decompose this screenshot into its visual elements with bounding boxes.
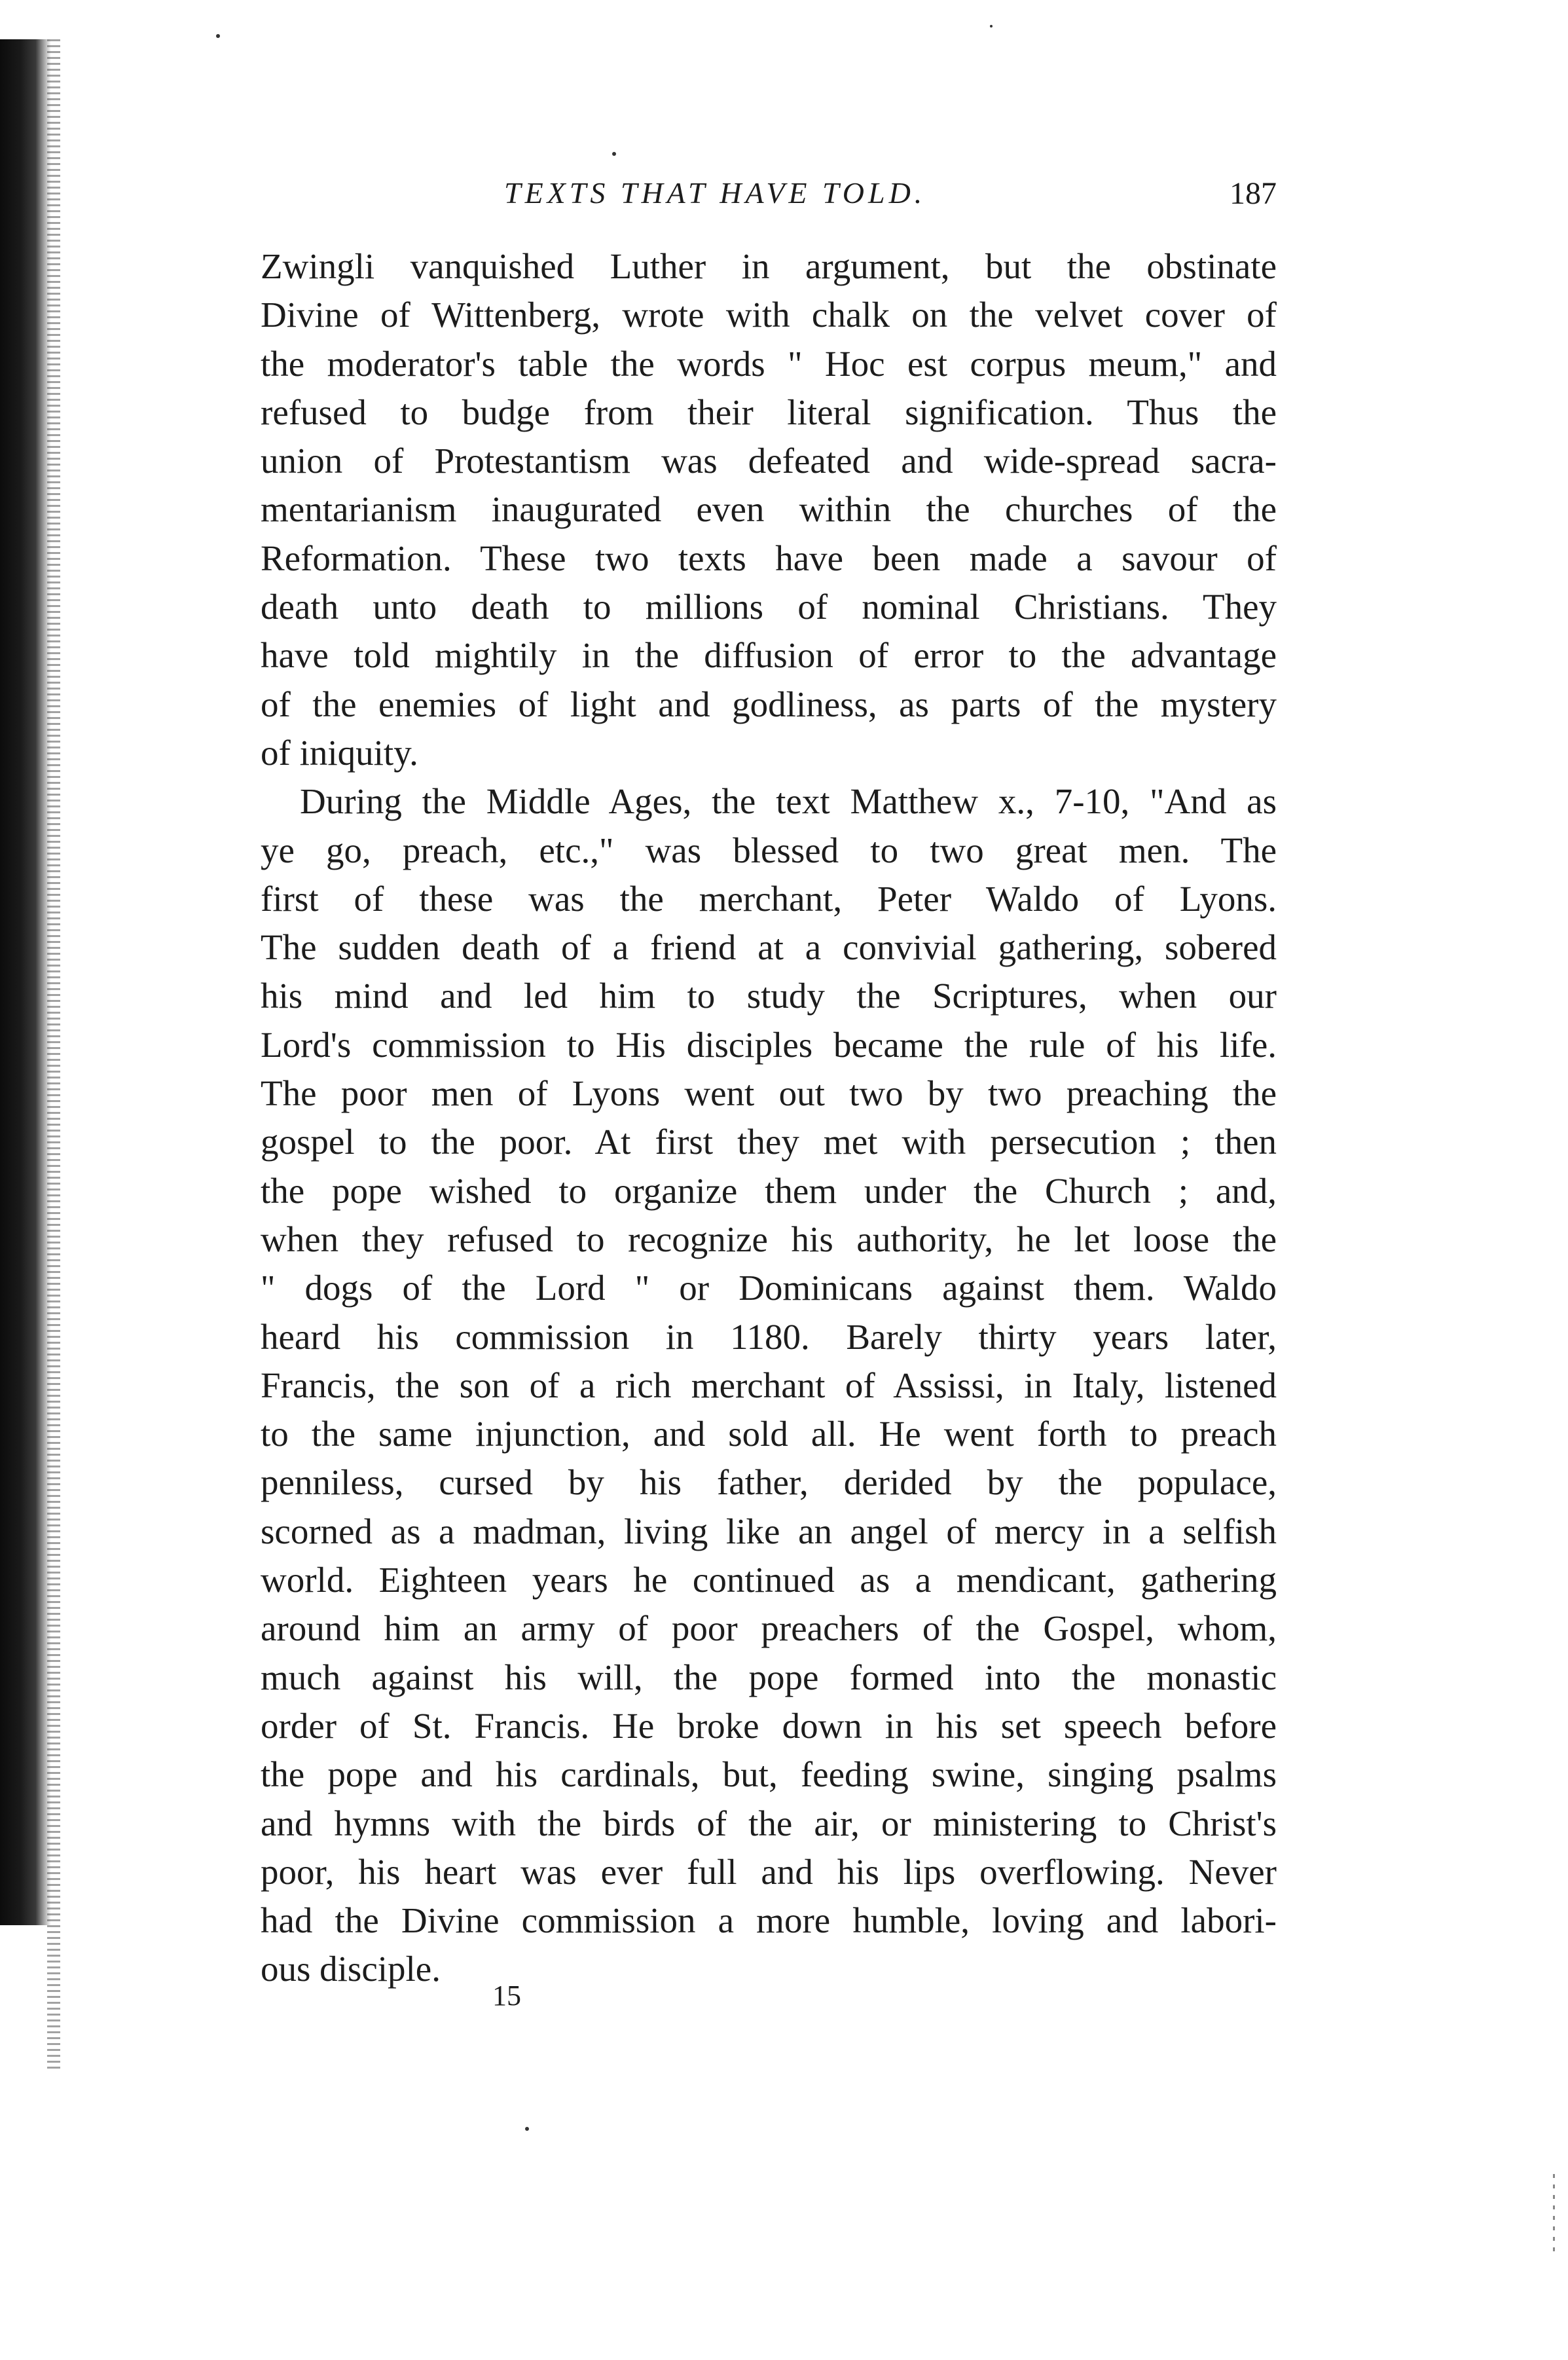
text-line: Reformation. These two texts have been made a savour of [261, 538, 1277, 578]
text-line: Zwingli vanquished Luther in argument, but the obstinate [261, 246, 1277, 286]
text-line: of iniquity. [261, 732, 418, 773]
text-line: the pope and his cardinals, but, feeding swine, singing psalms [261, 1754, 1277, 1795]
page-binding-edge [0, 39, 51, 1925]
text-line: During the Middle Ages, the text Matthew x., 7-10, "And as [300, 781, 1277, 822]
text-line: his mind and led him to study the Scriptures, when our [261, 976, 1277, 1016]
text-line: The sudden death of a friend at a convivial gathering, sobered [261, 927, 1277, 968]
text-line: scorned as a madman, living like an angel of mercy in a selfish [261, 1511, 1277, 1551]
text-line: poor, his heart was ever full and his lips overflowing. Never [261, 1851, 1277, 1892]
text-line: world. Eighteen years he continued as a mendicant, gathering [261, 1560, 1277, 1600]
paragraph [261, 777, 1277, 1993]
signature-mark: 15 [492, 1980, 521, 2012]
text-line: around him an army of poor preachers of the Gospel, whom, [261, 1608, 1277, 1649]
text-line: the moderator's table the words " Hoc est corpus meum," and [261, 343, 1277, 384]
text-line: order of St. Francis. He broke down in his set speech before [261, 1705, 1277, 1746]
text-line: the pope wished to organize them under the Church ; and, [261, 1170, 1277, 1211]
text-line: first of these was the merchant, Peter Waldo of Lyons. [261, 878, 1277, 919]
text-line: had the Divine commission a more humble, loving and labori- [261, 1900, 1277, 1941]
text-line: of the enemies of light and godliness, as parts of the mystery [261, 684, 1277, 724]
body-text [261, 242, 1277, 1994]
binding-shadow [47, 39, 60, 2069]
page-number: 187 [1230, 176, 1277, 211]
text-line: gospel to the poor. At first they met with persecution ; then [261, 1122, 1277, 1162]
text-line: much against his will, the pope formed into the monastic [261, 1657, 1277, 1697]
speck [990, 25, 993, 28]
text-line: mentarianism inaugurated even within the churches of the [261, 489, 1277, 530]
speck [216, 34, 220, 38]
text-line: have told mightily in the diffusion of error to the advantage [261, 635, 1277, 676]
text-line: union of Protestantism was defeated and wide-spread sacra- [261, 441, 1277, 481]
text-line: ous disciple. [261, 1949, 441, 1989]
text-line: Divine of Wittenberg, wrote with chalk on the velvet cover of [261, 295, 1277, 335]
speck [525, 2127, 529, 2131]
text-line: when they refused to recognize his authority, he let loose the [261, 1219, 1277, 1259]
scan-edge-marks [1553, 2174, 1555, 2253]
text-line: ye go, preach, etc.," was blessed to two great men. The [261, 830, 1277, 870]
text-line: Francis, the son of a rich merchant of Assissi, in Italy, listened [261, 1365, 1277, 1405]
speck [612, 152, 616, 156]
text-line: Lord's commission to His disciples became the rule of his life. [261, 1024, 1277, 1065]
running-title: TEXTS THAT HAVE TOLD. [504, 176, 926, 210]
text-line: heard his commission in 1180. Barely thirty years later, [261, 1316, 1277, 1357]
paragraph [261, 242, 1277, 777]
text-line: penniless, cursed by his father, derided by the populace, [261, 1462, 1277, 1503]
text-line: The poor men of Lyons went out two by two preaching the [261, 1073, 1277, 1114]
text-line: " dogs of the Lord " or Dominicans against them. Waldo [261, 1268, 1277, 1308]
text-line: and hymns with the birds of the air, or ministering to Christ's [261, 1803, 1277, 1843]
text-line: refused to budge from their literal signification. Thus the [261, 392, 1277, 432]
text-line: death unto death to millions of nominal Christians. They [261, 587, 1277, 627]
text-line: to the same injunction, and sold all. He went forth to preach [261, 1414, 1277, 1454]
running-head [504, 175, 1277, 215]
